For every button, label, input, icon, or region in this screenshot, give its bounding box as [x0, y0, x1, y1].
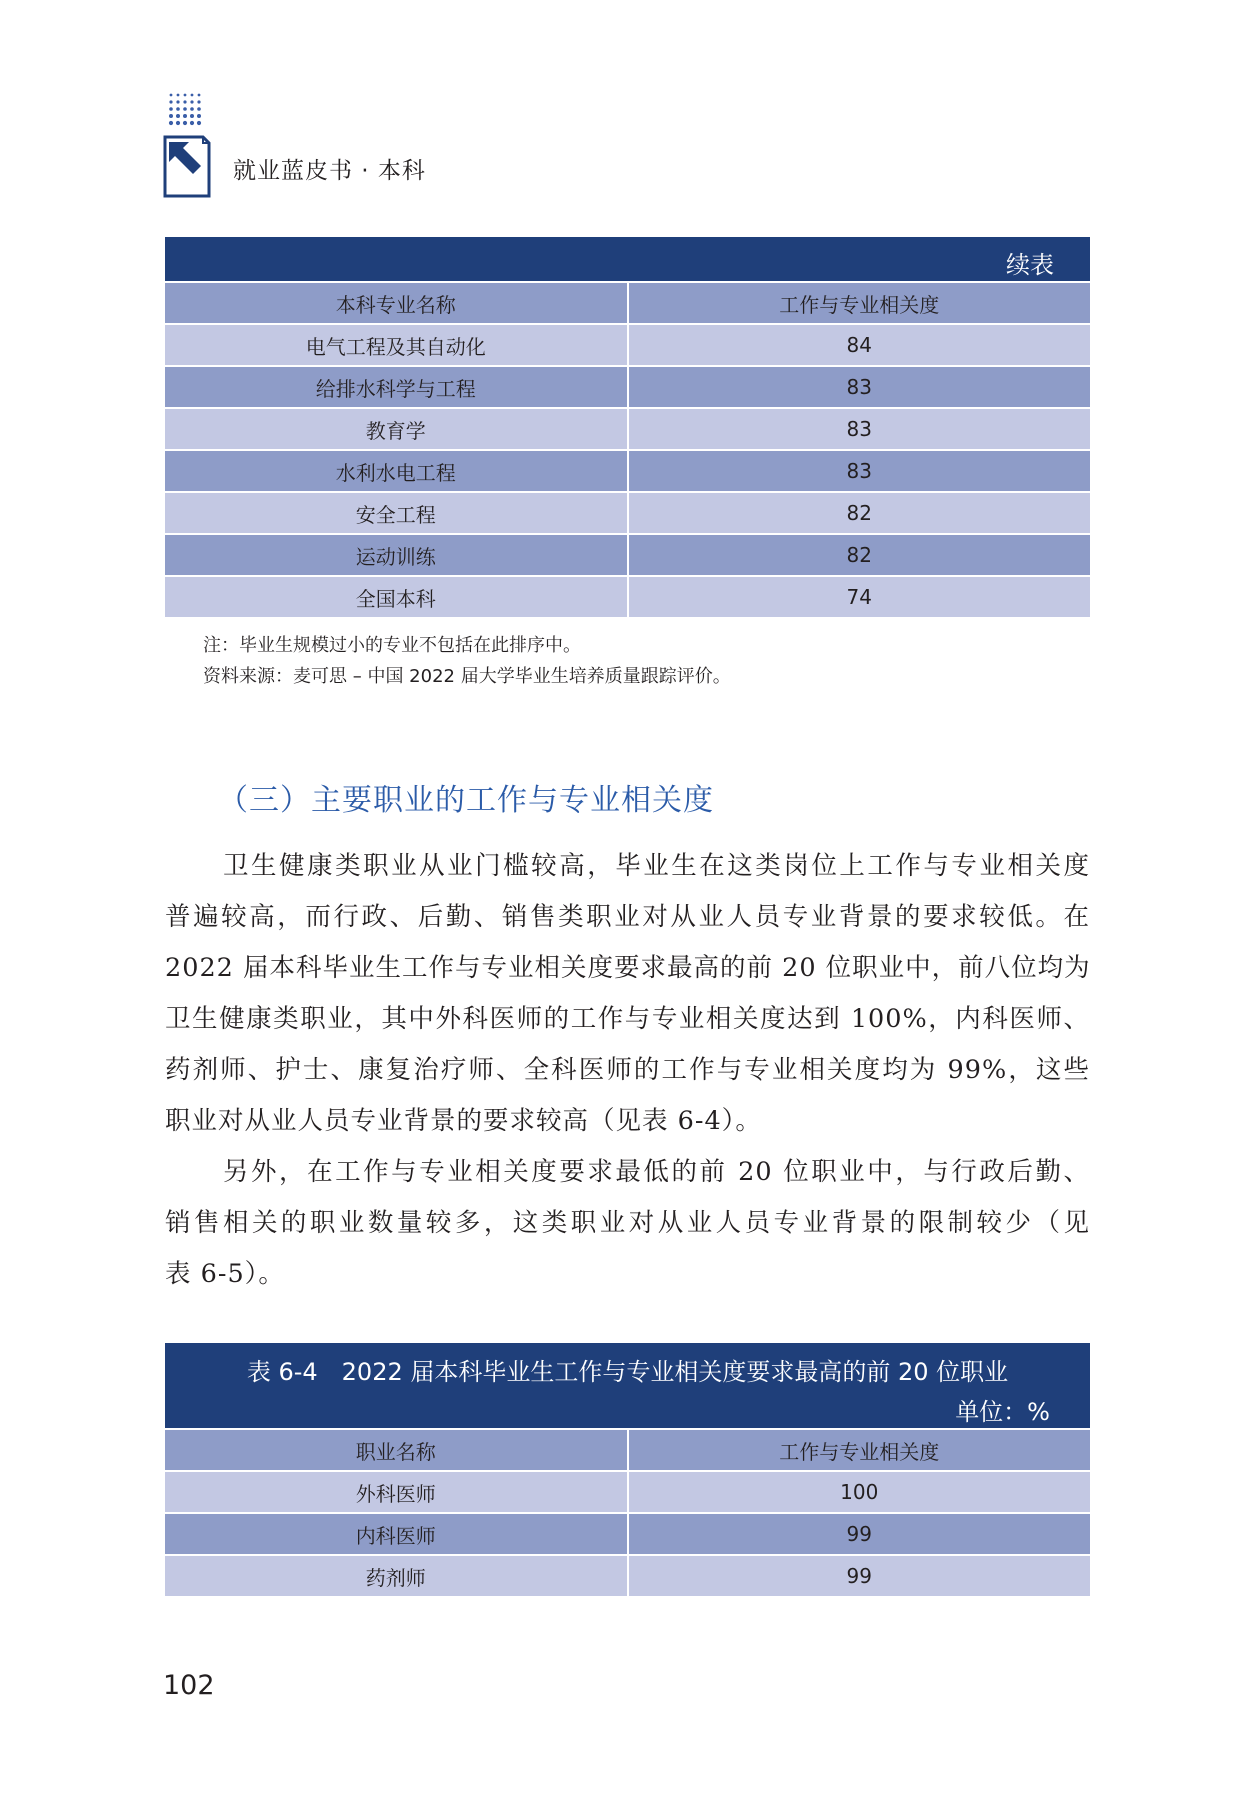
paragraph-line: 卫生健康类职业，其中外科医师的工作与专业相关度达到 100%，内科医师、 — [165, 1004, 1090, 1034]
table-notes — [203, 630, 731, 692]
relevance-value-cell: 82 — [629, 493, 1091, 533]
major-name-cell: 水利水电工程 — [165, 451, 627, 491]
major-name-cell: 给排水科学与工程 — [165, 367, 627, 407]
continued-table — [165, 237, 1090, 617]
continued-label: 续表 — [1006, 251, 1054, 279]
relevance-value-cell: 100 — [629, 1472, 1091, 1512]
body-paragraph-1 — [165, 841, 1090, 1147]
table-row — [165, 1556, 1090, 1596]
paragraph-line: 表 6-5）。 — [165, 1259, 285, 1289]
paragraph-line: 销售相关的职业数量较多，这类职业对从业人员专业背景的限制较少（见 — [165, 1208, 1090, 1238]
major-name-cell: 教育学 — [165, 409, 627, 449]
relevance-value-cell: 83 — [629, 367, 1091, 407]
paragraph-line: 普遍较高，而行政、后勤、销售类职业对从业人员专业背景的要求较低。在 — [165, 902, 1090, 932]
relevance-value-cell: 82 — [629, 535, 1091, 575]
table-row — [165, 535, 1090, 575]
data-source-note: 资料来源：麦可思 – 中国 2022 届大学毕业生培养质量跟踪评价。 — [203, 666, 731, 687]
table-row — [165, 367, 1090, 407]
table-row — [165, 451, 1090, 491]
relevance-value-cell: 99 — [629, 1514, 1091, 1554]
table-header-bar — [165, 237, 1090, 281]
table-unit: 单位：% — [955, 1398, 1050, 1426]
major-name-cell: 电气工程及其自动化 — [165, 325, 627, 365]
major-name-cell: 全国本科 — [165, 577, 627, 617]
table-column-header-row — [165, 1430, 1090, 1470]
book-logo-icon — [163, 92, 213, 202]
relevance-value-cell: 84 — [629, 325, 1091, 365]
paragraph-line: 职业对从业人员专业背景的要求较高（见表 6-4）。 — [165, 1106, 762, 1136]
occupation-name-cell: 内科医师 — [165, 1514, 627, 1554]
occupation-name-cell: 外科医师 — [165, 1472, 627, 1512]
column-header-major: 本科专业名称 — [165, 283, 627, 323]
occupation-name-cell: 药剂师 — [165, 1556, 627, 1596]
column-header-occupation: 职业名称 — [165, 1430, 627, 1470]
page-number: 102 — [163, 1670, 215, 1701]
table-row — [165, 409, 1090, 449]
table-row — [165, 1472, 1090, 1512]
table-row — [165, 577, 1090, 617]
section-heading: （三）主要职业的工作与专业相关度 — [218, 783, 714, 818]
running-header — [163, 92, 563, 202]
relevance-value-cell: 99 — [629, 1556, 1091, 1596]
relevance-value-cell: 83 — [629, 409, 1091, 449]
table-row — [165, 1514, 1090, 1554]
column-header-relevance: 工作与专业相关度 — [629, 1430, 1091, 1470]
table-6-4 — [165, 1343, 1090, 1596]
paragraph-line: 另外，在工作与专业相关度要求最低的前 20 位职业中，与行政后勤、 — [223, 1157, 1090, 1187]
table-column-header-row — [165, 283, 1090, 323]
table-caption-bar — [165, 1343, 1090, 1428]
major-name-cell: 安全工程 — [165, 493, 627, 533]
table-row — [165, 493, 1090, 533]
paragraph-line: 2022 届本科毕业生工作与专业相关度要求最高的前 20 位职业中，前八位均为 — [165, 953, 1091, 983]
paragraph-line: 药剂师、护士、康复治疗师、全科医师的工作与专业相关度均为 99%，这些 — [165, 1055, 1090, 1085]
body-paragraph-2 — [165, 1147, 1090, 1300]
table-row — [165, 325, 1090, 365]
table-caption: 表 6-4 2022 届本科毕业生工作与专业相关度要求最高的前 20 位职业 — [246, 1358, 1009, 1386]
relevance-value-cell: 74 — [629, 577, 1091, 617]
table-note: 注：毕业生规模过小的专业不包括在此排序中。 — [203, 635, 581, 656]
major-name-cell: 运动训练 — [165, 535, 627, 575]
column-header-relevance: 工作与专业相关度 — [629, 283, 1091, 323]
relevance-value-cell: 83 — [629, 451, 1091, 491]
book-title: 就业蓝皮书 · 本科 — [233, 158, 426, 184]
paragraph-line: 卫生健康类职业从业门槛较高，毕业生在这类岗位上工作与专业相关度 — [223, 851, 1090, 881]
